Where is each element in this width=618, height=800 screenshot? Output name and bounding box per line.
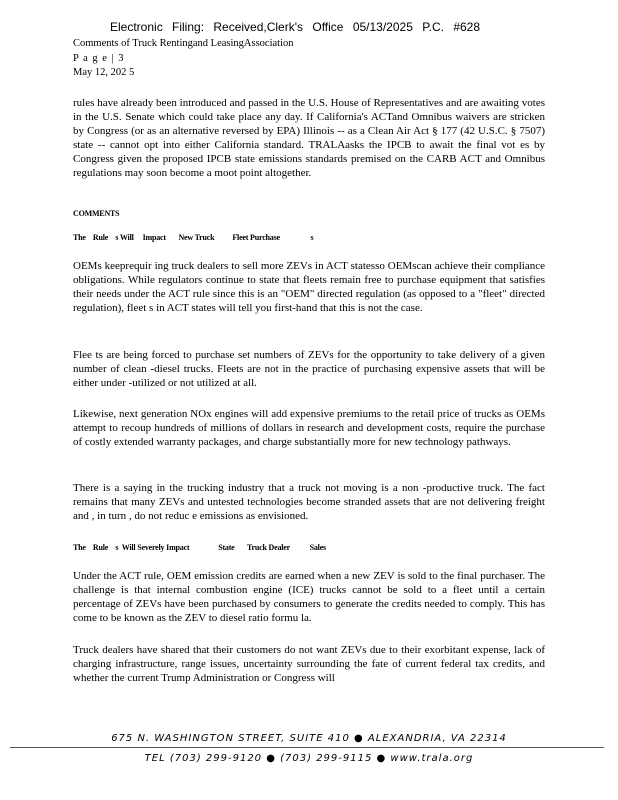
paragraph-fleets-forced: Flee ts are being forced to purchase set numbers of ZEVs for the opportunity to take delivery of a given number of clean -diesel trucks. Fleets are not in the practice of purchasing expensive assets that will be either under -utilized or not utilized at all. (73, 349, 545, 389)
subheading-fleet-purchases: The Rule s Will Impact New Truck Fleet Purchase s (73, 233, 314, 242)
footer-contact: TEL (703) 299-9120 ● (703) 299-9115 ● www.trala.org (144, 753, 474, 764)
paragraph-dealer-feedback: Truck dealers have shared that their customers do not want ZEVs due to their exorbitant expense, lack of charging infrastructure, range issues, uncertainty surrounding the fate of current federal tax credits, and whether the current Trump Administration or Congress will (73, 644, 545, 684)
header-date: May 12, 202 5 (73, 67, 135, 78)
comments-heading: COMMENTS (73, 209, 120, 218)
intro-paragraph: rules have already been introduced and passed in the U.S. House of Representatives and are awaiting votes in the U.S. Senate which could take place any day. If California's ACTand Omnibus waivers are stricken by Congress (or as an alternative reversed by EPA) Illinois -- as a Clean Air Act § 177 (42 U.S.C. § 7507) state -- cannot opt into either California standard. TRALAasks the IPCB to await the final vot es by Congress given the proposed IPCB state emissions standards premised on the CARB ACT and Omnibus regulations may soon become a moot point altogether. (73, 97, 545, 179)
paragraph-trucking-saying: There is a saying in the trucking industry that a truck not moving is a non -productive truck. The fact remains that many ZEVs and untested technologies become stranded assets that are not delivering freight and , in turn , do not reduc e emissions as envisioned. (73, 482, 545, 522)
filing-stamp: Electronic Filing: Received,Clerk's Office 05/13/2025 P.C. #628 (110, 20, 481, 34)
paragraph-oem-zev-sales: OEMs keeprequir ing truck dealers to sell more ZEVs in ACT statesso OEMscan achieve their compliance obligations. While regulators continue to state that fleets remain free to purchase equipment that satisfies their needs under the ACT rule since this is an "OEM" directed regulation (as opposed to a "fleet" directed regulation), fleet s in ACT states will tell you first-hand that this is not the case. (73, 260, 545, 314)
paragraph-nox-engines: Likewise, next generation NOx engines will add expensive premiums to the retail price of trucks as OEMs attempt to recoup hundreds of millions of dollars in research and development costs, require the purchase of costly extended warranty packages, and charge substantially more for new technology pathways. (73, 408, 545, 448)
subheading-dealer-sales: The Rule s Will Severely Impact State Truck Dealer Sales (73, 543, 326, 552)
paragraph-act-credits: Under the ACT rule, OEM emission credits are earned when a new ZEV is sold to the final purchaser. The challenge is that internal combustion engine (ICE) trucks cannot be sold to a fleet until a certain percentage of ZEVs have been purchased by consumers to generate the credits needed to comply. This has come to be known as the ZEV to diesel ratio formu la. (73, 570, 545, 624)
footer-address: 675 N. WASHINGTON STREET, SUITE 410 ● ALEXANDRIA, VA 22314 (111, 733, 507, 744)
header-title: Comments of Truck Rentingand LeasingAssociation (73, 38, 294, 49)
header-page-number: P a g e | 3 (73, 53, 125, 64)
footer-divider (10, 747, 604, 748)
